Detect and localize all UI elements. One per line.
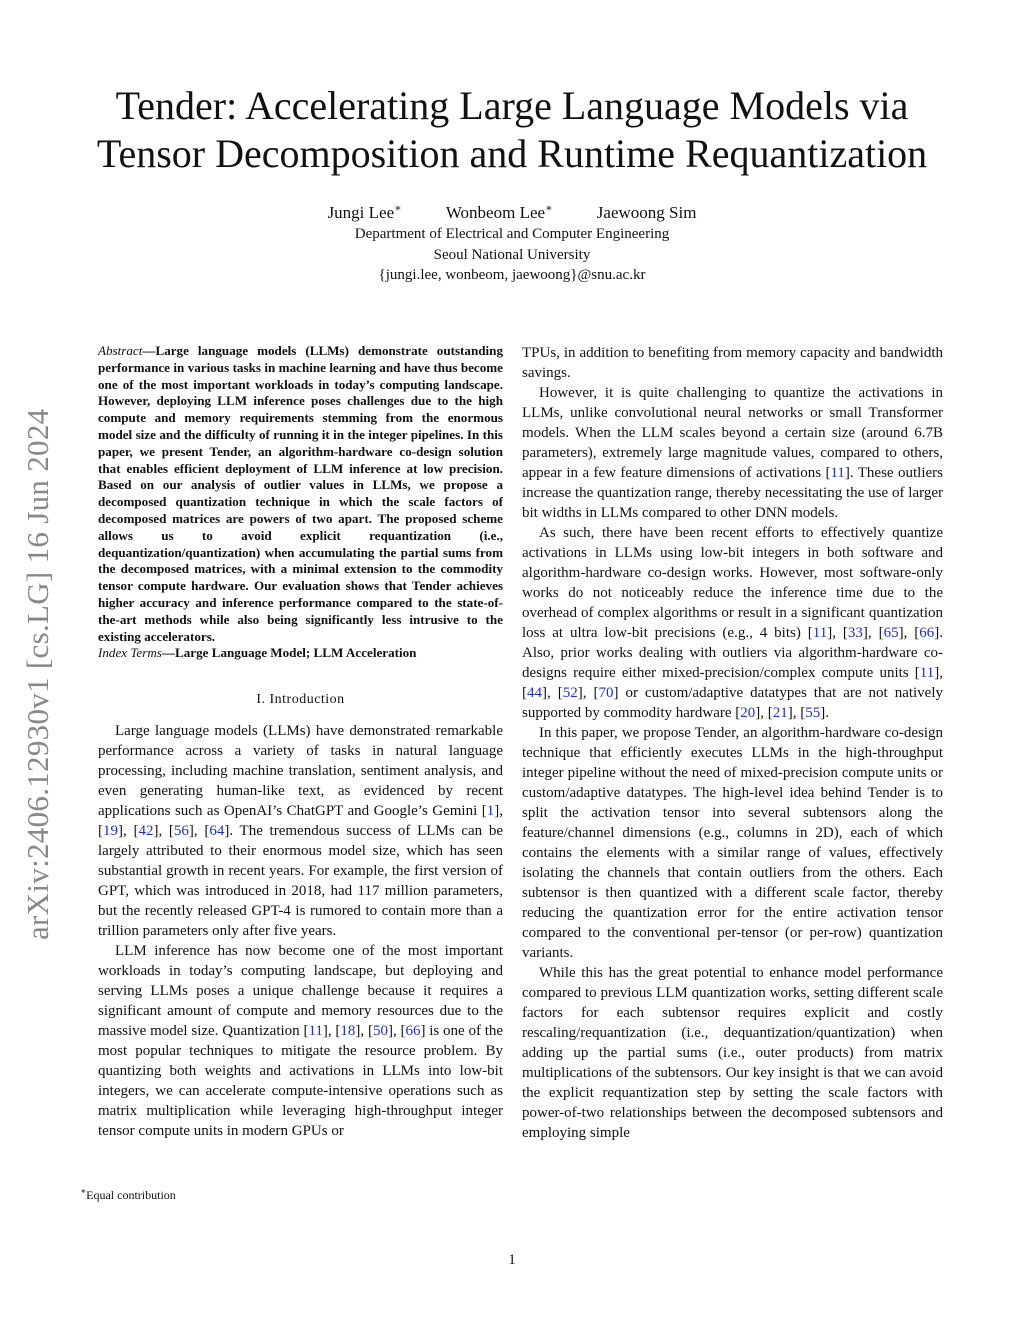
department: Department of Electrical and Computer Engineering	[354, 226, 670, 242]
index-terms	[98, 645, 503, 662]
abstract	[98, 343, 503, 645]
citation-link[interactable]: 70	[598, 685, 614, 701]
citation-link[interactable]: 56	[173, 823, 189, 840]
title-line-1: Tender: Accelerating Large Language Models via	[115, 83, 909, 128]
citation-link[interactable]: 11	[919, 665, 935, 681]
paragraph: In this paper, we propose Tender, an algorithm-hardware co-design technique that efficiently executes LLMs in the high-throughput integer pipeline without the need of mixed-precision compute units or custom/adaptive datatypes. The high-level idea behind Tender is to split the activation tensor into several subtensors along the feature/channel dimensions (e.g., columns in 2D), each of which contains the elements with a similar range of values, effectively isolating the channels that contain outliers from the others. Each subtensor is then quantized with a different scale factor, thereby reducing the quantization error for the entire activation tensor compared to the conventional per-tensor (or per-row) quantization variants.	[522, 725, 943, 961]
citation-link[interactable]: 66	[919, 625, 935, 641]
author-list	[0, 201, 1024, 223]
university: Seoul National University	[433, 246, 591, 263]
citation-link[interactable]: 50	[372, 1023, 388, 1040]
citation-link[interactable]: 1	[486, 803, 495, 820]
citation-link[interactable]: 18	[340, 1023, 356, 1040]
index-terms-text: —Large Language Model; LLM Acceleration	[161, 645, 417, 661]
paragraph: While this has the great potential to enhance model performance compared to previous LLM quantization works, setting different scale factors for each subtensor requires explicit and costly rescaling/requantization (i.e., dequantization/quantization) when adding up the partial sums (i.e., outer products) from matrix multiplications of the subtensors. Our key insight is that we can avoid the explicit requantization step by setting the scale factors with power-of-two relationships between the decomposed subtensors and employing simple	[522, 965, 943, 1141]
citation-link[interactable]: 55	[805, 705, 821, 721]
section-heading: I. Introduction	[256, 692, 345, 708]
citation-link[interactable]: 64	[209, 823, 225, 840]
citation-link[interactable]: 66	[405, 1023, 421, 1040]
footnote: ∗Equal contribution	[80, 1186, 176, 1202]
citation-link[interactable]: 19	[103, 823, 118, 840]
paragraph: Large language models (LLMs) have demonstrated remarkable performance across a variety of tasks in natural language processing, including machine translation, sentiment analysis, and even generating human-like text, as evidenced by recent applications such as OpenAI’s ChatGPT and Google’s Gemini [1], [19], [42], [56], [64]. The tremendous success of LLMs can be largely attributed to their enormous model size, which has seen substantial growth in recent years. For example, the first version of GPT, which was introduced in 2018, had 117 million parameters, but the recently released GPT-4 is rumored to contain more than a trillion parameters only after five years.	[98, 723, 503, 940]
citation-link[interactable]: 20	[740, 705, 756, 721]
arxiv-stamp: arXiv:2406.12930v1 [cs.LG] 16 Jun 2024	[20, 408, 55, 940]
citation-link[interactable]: 42	[138, 823, 154, 840]
citation-link[interactable]: 11	[308, 1023, 323, 1040]
citation-link[interactable]: 65	[883, 625, 899, 641]
paragraph: However, it is quite challenging to quantize the activations in LLMs, unlike convolutional neural networks or small Transformer models. When the LLM scales beyond a certain size (around 6.7B parameters), extremely large magnitude values, compared to others, appear in a few feature dimensions of activations [11]. These outliers increase the quantization range, thereby necessitating the use of larger bit widths in LLMs compared to other DNN models.	[522, 385, 943, 521]
paragraph: LLM inference has now become one of the most important workloads in today’s computing landscape, but deploying and serving LLMs poses a unique challenge because it requires a significant amount of compute and memory resources due to the massive model size. Quantization [11], [18], [50], [66] is one of the most popular techniques to mitigate the resource problem. By quantizing both weights and activations in LLMs into low-bit integers, we can accelerate compute-intensive operations such as matrix multiplication while leveraging high-throughput integer tensor compute units in modern GPUs or	[98, 943, 504, 1140]
citation-link[interactable]: 11	[812, 625, 828, 641]
affiliation	[0, 224, 1024, 286]
index-terms-label: Index Terms	[98, 645, 162, 661]
right-column	[522, 343, 943, 1143]
paragraph: As such, there have been recent efforts to effectively quantize activations in LLMs using low-bit integers in both software and algorithm-hardware co-design works. However, most software-only works do not noticeably reduce the inference time due to the overhead of complex algorithms or result in a significant quantization loss at ultra low-bit precisions (e.g., 4 bits) [11], [33], [65], [66]. Also, prior works dealing with outliers via algorithm-hardware co-designs require either mixed-precision/complex compute units [11], [44], [52], [70] or custom/adaptive datatypes that are not natively supported by commodity hardware [20], [21], [55].	[522, 525, 944, 721]
abstract-text: —Large language models (LLMs) demonstrate outstanding performance in various tasks in machine learning and have thus become one of the most important workloads in today’s computing landscape. However, deploying LLM inference poses challenges due to the high compute and memory requirements stemming from the enormous model size and the difficulty of running it in the integer pipelines. In this paper, we present Tender, an algorithm-hardware co-design solution that enables efficient deployment of LLM inference at low precision. Based on our analysis of outlier values in LLMs, we propose a decomposed quantization technique in which the scale factors of decomposed matrices are powers of two apart. The proposed scheme allows us to avoid explicit requantization (i.e., dequantization/quantization) when accumulating the partial sums from the decomposed matrices, with a minimal extension to the commodity tensor compute hardware. Our evaluation shows that Tender achieves higher accuracy and inference performance compared to the state-of-the-art methods while also being significantly less intrusive to the existing accelerators.	[98, 343, 503, 644]
author: Jungi Lee∗	[327, 202, 402, 222]
paper-title	[0, 82, 1024, 178]
paragraph: TPUs, in addition to benefiting from memory capacity and bandwidth savings.	[522, 345, 943, 381]
citation-link[interactable]: 21	[772, 705, 788, 721]
citation-link[interactable]: 52	[562, 685, 578, 701]
left-column	[98, 343, 503, 1141]
page-number: 1	[508, 1252, 516, 1268]
author: Wonbeom Lee∗	[445, 202, 553, 222]
citation-link[interactable]: 11	[830, 465, 845, 481]
citation-link[interactable]: 33	[847, 625, 863, 641]
abstract-label: Abstract	[98, 343, 143, 358]
email: {jungi.lee, wonbeom, jaewoong}@snu.ac.kr	[378, 267, 646, 283]
title-line-2: Tensor Decomposition and Runtime Requantization	[96, 131, 928, 176]
author: Jaewoong Sim	[596, 202, 697, 222]
citation-link[interactable]: 44	[527, 685, 542, 701]
